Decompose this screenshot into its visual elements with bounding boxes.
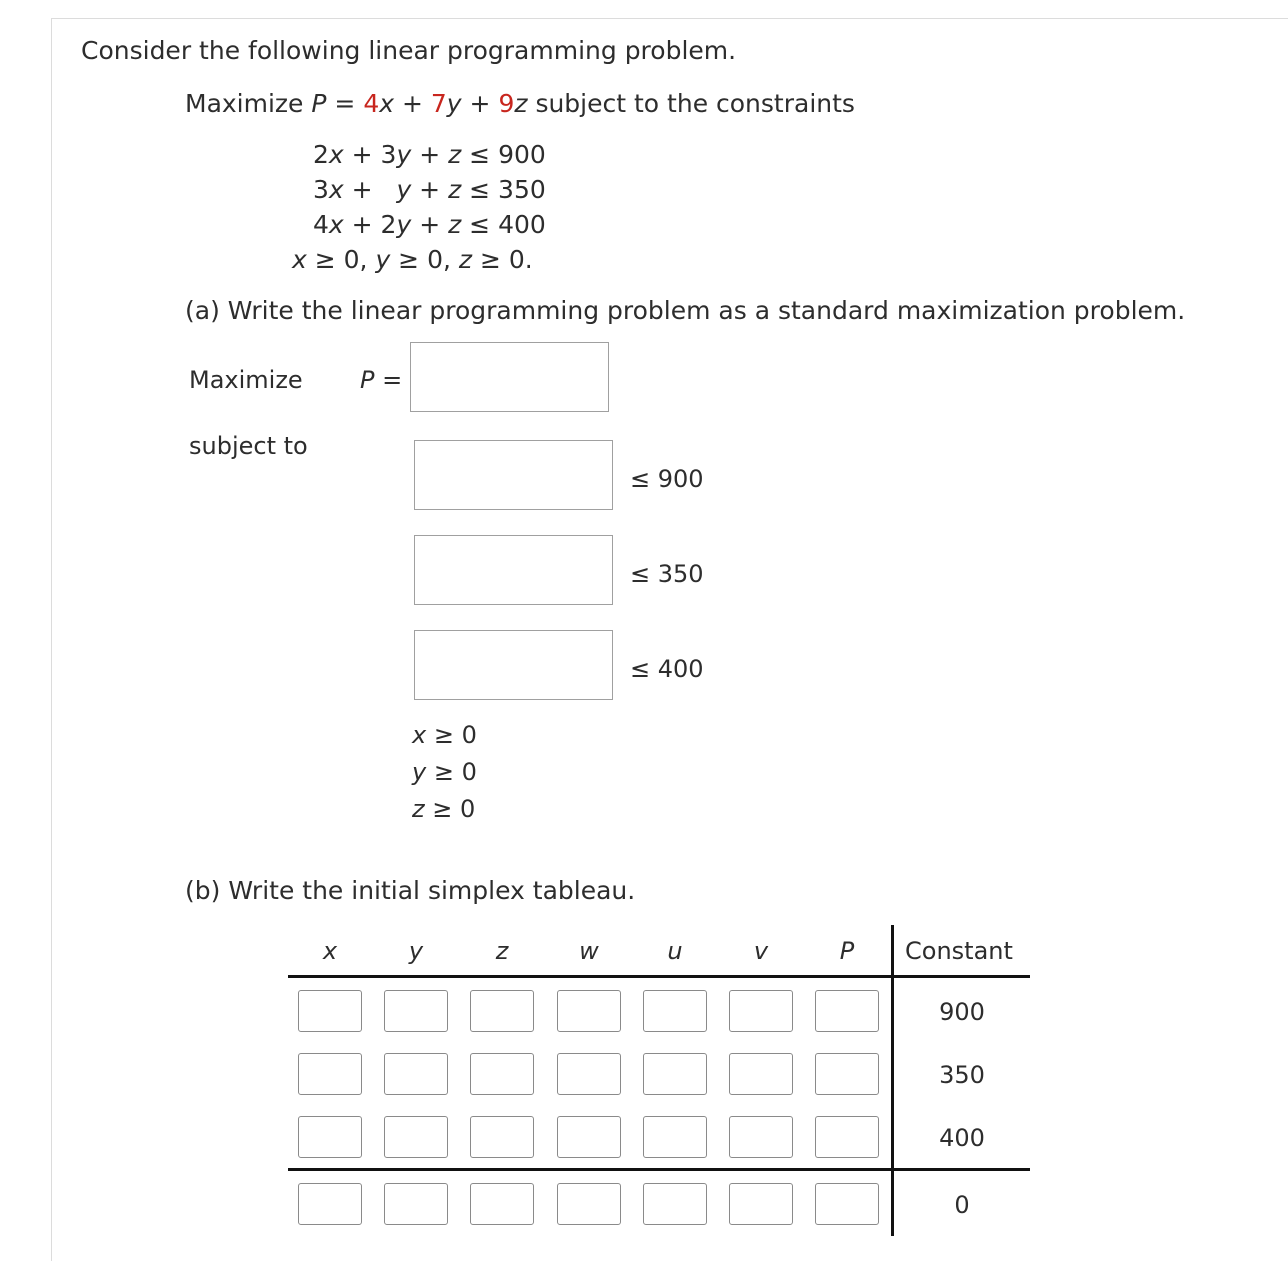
p-equals-label: P = <box>360 366 403 394</box>
tableau-cell-r4-z[interactable] <box>470 1183 534 1225</box>
tableau-cell-r1-p[interactable] <box>815 990 879 1032</box>
objective-line: Maximize P = 4x + 7y + 9z subject to the constraints <box>185 89 855 118</box>
tableau-cell-r3-y[interactable] <box>384 1116 448 1158</box>
objective-input[interactable] <box>410 342 609 412</box>
tableau-cell-r2-u[interactable] <box>643 1053 707 1095</box>
tableau-cell-r1-v[interactable] <box>729 990 793 1032</box>
tableau-cell-r3-w[interactable] <box>557 1116 621 1158</box>
tableau-cell-r2-z[interactable] <box>470 1053 534 1095</box>
tableau-cell-r4-w[interactable] <box>557 1183 621 1225</box>
tableau-cell-r4-y[interactable] <box>384 1183 448 1225</box>
rhs-1: ≤ 900 <box>630 465 704 493</box>
tableau-cell-r3-x[interactable] <box>298 1116 362 1158</box>
tableau-cell-r1-y[interactable] <box>384 990 448 1032</box>
col-header-x: x <box>322 937 338 965</box>
tableau-cell-r3-z[interactable] <box>470 1116 534 1158</box>
constraint-2: 3x + y + z ≤ 350 <box>313 175 546 204</box>
rhs-2: ≤ 350 <box>630 560 704 588</box>
tableau-top-rule <box>288 975 1030 978</box>
tableau-cell-r1-z[interactable] <box>470 990 534 1032</box>
nonneg-y: y ≥ 0 <box>412 758 477 786</box>
tableau-cell-r3-u[interactable] <box>643 1116 707 1158</box>
col-header-w: w <box>579 937 599 965</box>
col-header-v: v <box>753 937 769 965</box>
nonneg-z: z ≥ 0 <box>412 795 476 823</box>
tableau-cell-r2-y[interactable] <box>384 1053 448 1095</box>
part-b-heading: (b) Write the initial simplex tableau. <box>185 876 636 905</box>
tableau-cell-r4-x[interactable] <box>298 1183 362 1225</box>
col-header-p: P <box>839 937 855 965</box>
constraint-3: 4x + 2y + z ≤ 400 <box>313 210 546 239</box>
tableau-objective-rule <box>288 1168 1030 1171</box>
rhs-3: ≤ 400 <box>630 655 704 683</box>
constraint-input-2[interactable] <box>414 535 613 605</box>
intro-text: Consider the following linear programming problem. <box>81 36 737 65</box>
tableau-cell-r1-x[interactable] <box>298 990 362 1032</box>
tableau-cell-r1-u[interactable] <box>643 990 707 1032</box>
nonneg-constraints: x ≥ 0, y ≥ 0, z ≥ 0. <box>292 245 533 274</box>
tableau-cell-r2-w[interactable] <box>557 1053 621 1095</box>
tableau-cell-r4-v[interactable] <box>729 1183 793 1225</box>
tableau-constant-r3: 400 <box>939 1124 985 1152</box>
tableau-cell-r2-x[interactable] <box>298 1053 362 1095</box>
tableau-constant-r2: 350 <box>939 1061 985 1089</box>
constraint-1: 2x + 3y + z ≤ 900 <box>313 140 546 169</box>
col-header-u: u <box>667 937 683 965</box>
maximize-label: Maximize <box>189 366 303 394</box>
tableau-cell-r3-p[interactable] <box>815 1116 879 1158</box>
col-header-y: y <box>408 937 424 965</box>
nonneg-x: x ≥ 0 <box>412 721 477 749</box>
tableau-constant-divider <box>891 925 894 1236</box>
tableau-cell-r2-v[interactable] <box>729 1053 793 1095</box>
tableau-cell-r2-p[interactable] <box>815 1053 879 1095</box>
col-header-constant: Constant <box>905 937 1013 965</box>
tableau-cell-r1-w[interactable] <box>557 990 621 1032</box>
tableau-constant-r1: 900 <box>939 998 985 1026</box>
constraint-input-3[interactable] <box>414 630 613 700</box>
col-header-z: z <box>495 937 509 965</box>
subject-to-label: subject to <box>189 432 308 460</box>
tableau-constant-r4: 0 <box>954 1191 970 1219</box>
constraint-input-1[interactable] <box>414 440 613 510</box>
tableau-cell-r3-v[interactable] <box>729 1116 793 1158</box>
tableau-cell-r4-p[interactable] <box>815 1183 879 1225</box>
tableau-cell-r4-u[interactable] <box>643 1183 707 1225</box>
part-a-heading: (a) Write the linear programming problem as a standard maximization problem. <box>185 296 1186 325</box>
